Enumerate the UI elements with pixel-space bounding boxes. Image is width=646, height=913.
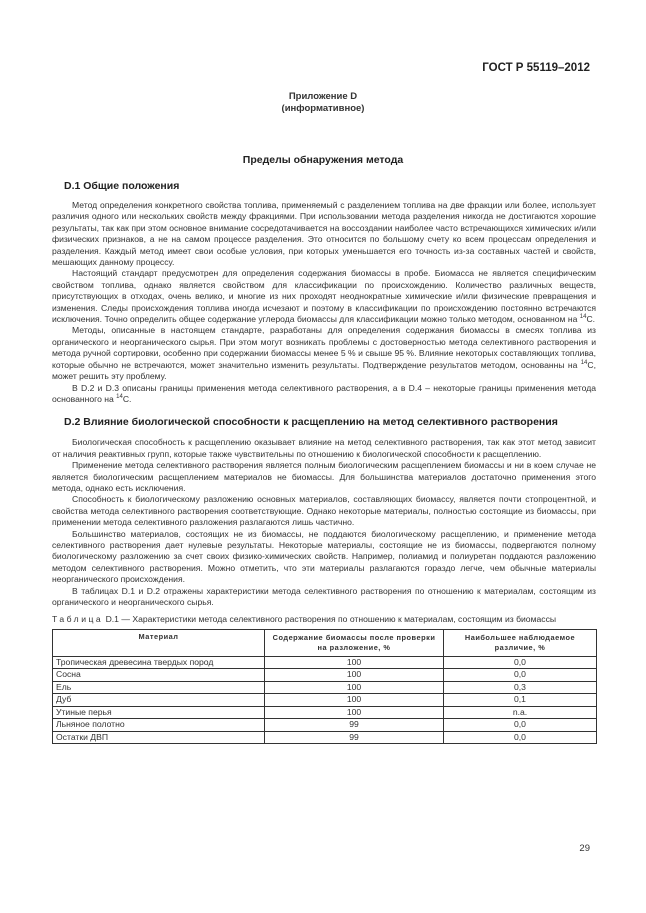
table-row [53, 706, 597, 719]
paragraph: Метод определения конкретного свойства топлива, применяемый с разделением топлива на две фракции или более, использует различия одного или нескольких свойств между фракциями. При использовании метода разделения никогда не достигаются хорошие результаты, так как при этом основное внимание сосредотачивается на воссоздании наиболее часто встречающихся химических и/или физических признаков, а не на самом процессе разделения. Это относится по большому счету ко всем процессам определения и разделения. Каждый метод имеет свои особые условия, при которых уменьшается его точность из-за составных частей и свойств, мешающих данному процессу. [52, 200, 596, 268]
section-heading-d2: D.2 Влияние биологической способности к расщеплению на метод селективного растворения [64, 416, 558, 429]
paragraph: Большинство материалов, состоящих не из биомассы, не поддаются биологическому расщеплению, и применение метода селективного растворения дает нулевые результаты. Некоторые материалы, состоящие не из биомассы, подвергаются полному биологическому разложению за счет своих физико-химических свойств. Например, полиамид и полиуретан поддаются разложению методом селективного растворения. Можно отметить, что эти материалы разлагаются гораздо легче, чем обычные материалы неорганического происхождения. [52, 528, 596, 585]
annex-heading [0, 91, 646, 115]
cell-material: Льняное полотно [53, 719, 265, 732]
cell-material: Остатки ДВП [53, 731, 265, 744]
cell-biomass: 99 [265, 731, 444, 744]
paragraph: Настоящий стандарт предусмотрен для определения содержания биомассы в пробе. Биомасса не является специфическим свойством топлива, однако является свойством для классификации по происхождению. Количество различных веществ, присутствующих в отходах, очень велико, и многие из них проходят неоднократные химические и/или физические превращения и изменения. Следы происхождения топлива иногда исчезают и поэтому в классификации по происхождению постоянно встречаются исключения. Точно определить общее содержание углерода биомассы для классификации можно только методом, основанном на $^{14}$C. [52, 268, 596, 325]
cell-difference: n.a. [444, 706, 597, 719]
table-row [53, 719, 597, 732]
cell-difference: 0,0 [444, 656, 597, 669]
cell-material: Сосна [53, 669, 265, 682]
paragraph: Способность к биологическому разложению основных материалов, составляющих биомассу, является почти стопроцентной, и свойства метода селективного растворения соответствующие. Однако некоторые материалы, полностью состоящие из биомассы, при применении метода селективного разложения разлагаются лишь частично. [52, 494, 596, 528]
cell-biomass: 99 [265, 719, 444, 732]
table-header-row [53, 629, 597, 656]
paragraph: Методы, описанные в настоящем стандарте, разработаны для определения содержания биомассы в смесях топлива из органического и неорганического сырья. При этом могут возникать проблемы с достоверностью метода селективного растворения и метода ручной сортировки, особенно при содержании биомассы менее 5 % и свыше 95 %. Влияние некоторых составляющих топлива, которые обычно не встречаются, может значительно изменить результаты. Подтверждение результатов методом, основанны на $^{14}$C, может решить эту проблему. [52, 325, 596, 382]
annex-type: (информативное) [281, 103, 365, 114]
cell-difference: 0,0 [444, 719, 597, 732]
cell-difference: 0,0 [444, 669, 597, 682]
annex-label: Приложение D [288, 91, 358, 102]
cell-material: Ель [53, 681, 265, 694]
table-row [53, 681, 597, 694]
column-header: Материал [53, 629, 265, 656]
cell-difference: 0,1 [444, 694, 597, 707]
table-caption: Таблица D.1 — Характеристики метода селективного растворения по отношению к материалам, состоящим из биомассы [52, 614, 557, 625]
cell-biomass: 100 [265, 669, 444, 682]
table-d1 [52, 629, 597, 745]
section-heading-d1: D.1 Общие положения [64, 180, 180, 192]
paragraph: Биологическая способность к расщеплению оказывает влияние на метод селективного растворения, так как этот метод зависит от наличия реактивных групп, которые также чувствительны по отношению к биологической способности к расщеплению. [52, 437, 596, 459]
paragraph: Применение метода селективного растворения является полным биологическим расщеплением биомассы и ни в коем случае не является биологическим расщеплением материалов не биомассы. Для большинства материалов достаточно применения этого метода, однако есть исключения. [52, 460, 596, 493]
document-body [52, 180, 596, 744]
paragraph: В таблицах D.1 и D.2 отражены характеристики метода селективного растворения по отношению к материалам, состоящим из органического и неорганического сырья. [52, 585, 596, 607]
column-header: Наибольшее наблюдаемое различие, % [444, 629, 597, 656]
table-row [53, 656, 597, 669]
cell-difference: 0,3 [444, 681, 597, 694]
paragraph: В D.2 и D.3 описаны границы применения метода селективного растворения, а в D.4 – некоторые границы применения метода основанного на $^{14}$C. [52, 382, 596, 404]
cell-material: Дуб [53, 694, 265, 707]
cell-biomass: 100 [265, 706, 444, 719]
page-number: 29 [579, 843, 590, 854]
cell-material: Тропическая древесина твердых пород [53, 656, 265, 669]
cell-biomass: 100 [265, 656, 444, 669]
table-row [53, 731, 597, 744]
cell-material: Утиные перья [53, 706, 265, 719]
page-title: Пределы обнаружения метода [242, 154, 404, 166]
cell-difference: 0,0 [444, 731, 597, 744]
cell-biomass: 100 [265, 681, 444, 694]
standard-number: ГОСТ Р 55119–2012 [482, 62, 590, 74]
column-header: Содержание биомассы после проверки на разложение, % [265, 629, 444, 656]
table-row [53, 669, 597, 682]
cell-biomass: 100 [265, 694, 444, 707]
table-row [53, 694, 597, 707]
